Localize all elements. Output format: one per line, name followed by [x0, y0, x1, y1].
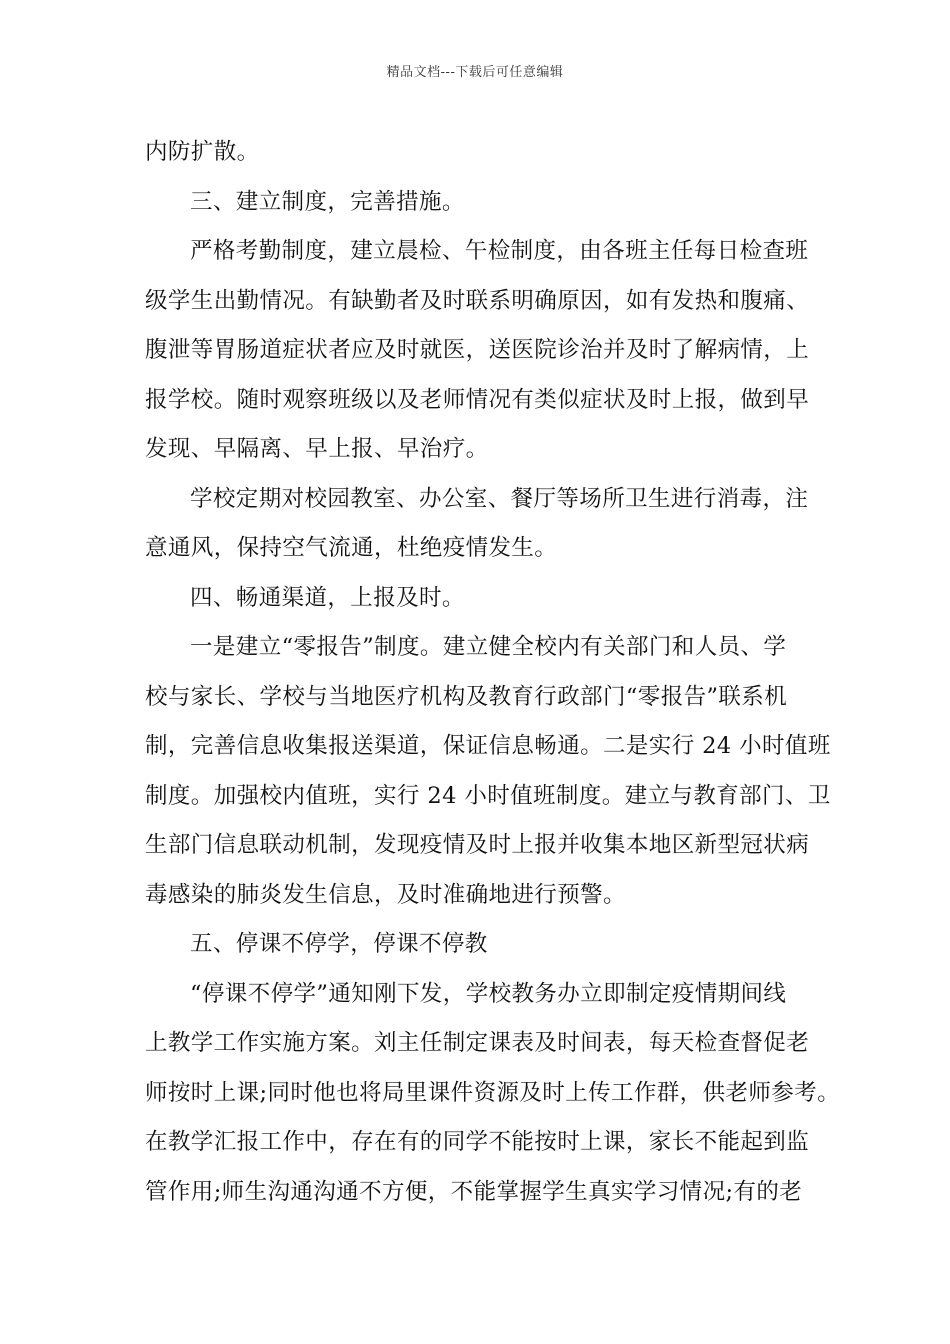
- text-line: 严格考勤制度，建立晨检、午检制度，由各班主任每日检查班: [190, 238, 809, 264]
- section-heading: 四、畅通渠道，上报及时。: [190, 584, 465, 611]
- text-line: 制度。加强校内值班，实行 24 小时值班制度。建立与教育部门、卫: [145, 782, 831, 809]
- text-line: 报学校。随时观察班级以及老师情况有类似症状及时上报，做到早: [145, 386, 810, 413]
- text-line: “停课不停学”通知刚下发，学校教务办立即制定疫情期间线: [190, 980, 787, 1007]
- text-line: 师按时上课;同时他也将局里课件资源及时上传工作群，供老师参考。: [145, 1079, 840, 1106]
- text-line: 内防扩散。: [145, 139, 260, 165]
- text-line: 学校定期对校园教室、办公室、餐厅等场所卫生进行消毒，注: [190, 485, 809, 512]
- section-heading: 三、建立制度，完善措施。: [190, 188, 465, 215]
- section-heading: 五、停课不停学，停课不停教: [190, 931, 488, 957]
- text-line: 意通风，保持空气流通，杜绝疫情发生。: [145, 535, 558, 561]
- page-header: 精品文档---下载后可任意编辑: [386, 65, 564, 80]
- text-line: 级学生出勤情况。有缺勤者及时联系明确原因，如有发热和腹痛、: [145, 287, 810, 314]
- text-line: 发现、早隔离、早上报、早治疗。: [145, 436, 489, 462]
- text-line: 管作用;师生沟通沟通不方便，不能掌握学生真实学习情况;有的老: [145, 1178, 803, 1205]
- text-line: 上教学工作实施方案。刘主任制定课表及时间表，每天检查督促老: [145, 1030, 810, 1056]
- text-line: 一是建立“零报告”制度。建立健全校内有关部门和人员、学: [190, 634, 787, 660]
- text-line: 腹泄等胃肠道症状者应及时就医，送医院诊治并及时了解病情，上: [145, 337, 810, 363]
- text-line: 毒感染的肺炎发生信息，及时准确地进行预警。: [145, 881, 626, 908]
- text-line: 生部门信息联动机制，发现疫情及时上报并收集本地区新型冠状病: [145, 832, 810, 858]
- text-line: 校与家长、学校与当地医疗机构及教育行政部门“零报告”联系机: [145, 683, 788, 710]
- text-line: 制，完善信息收集报送渠道，保证信息畅通。二是实行 24 小时值班: [145, 733, 831, 759]
- text-line: 在教学汇报工作中，存在有的同学不能按时上课，家长不能起到监: [145, 1129, 810, 1155]
- document-body: [145, 128, 840, 1217]
